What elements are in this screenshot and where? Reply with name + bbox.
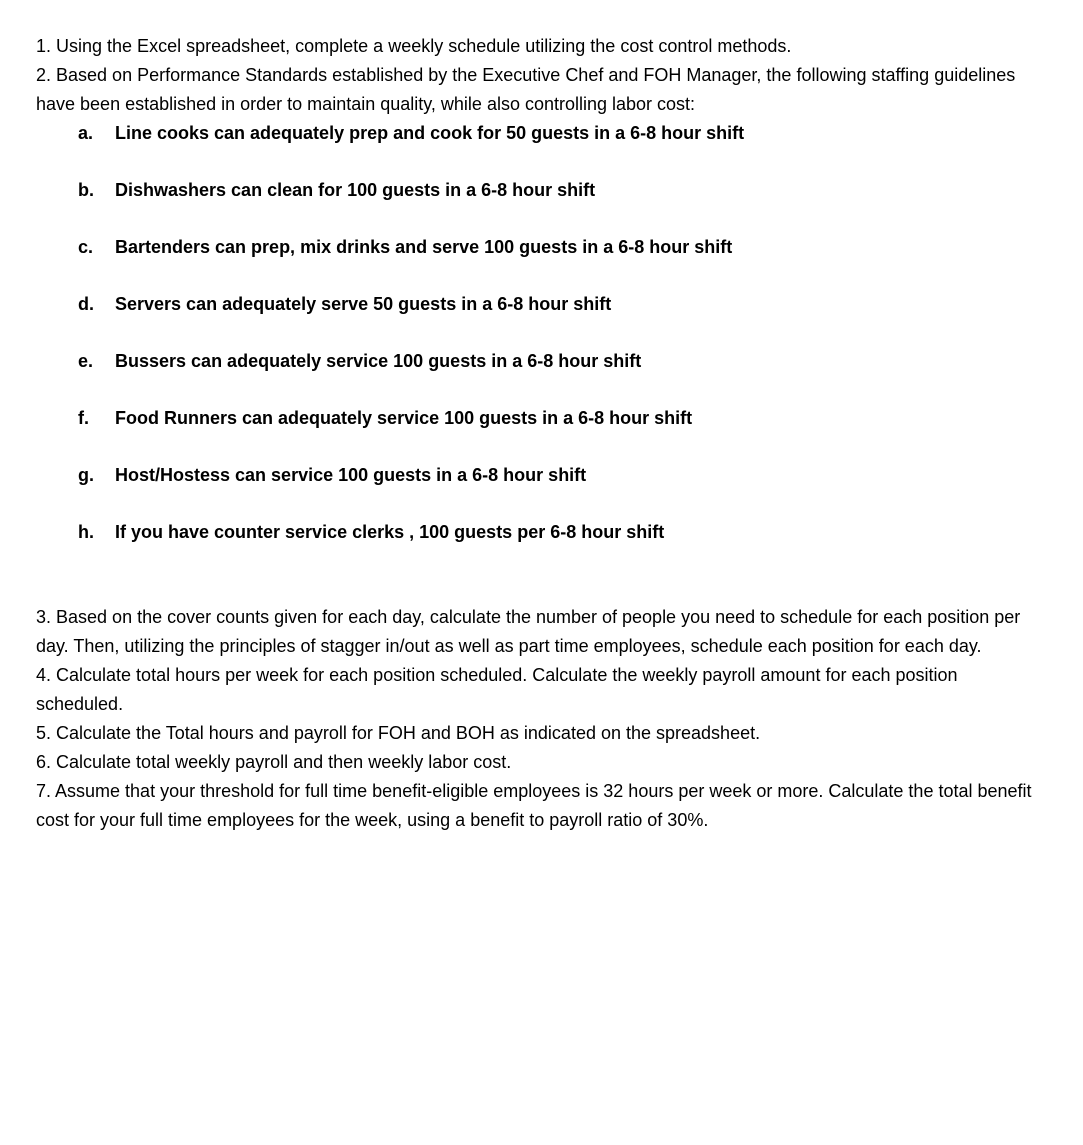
guideline-item-a bbox=[78, 119, 1047, 148]
guideline-text: Line cooks can adequately prep and cook for 50 guests in a 6-8 hour shift bbox=[115, 123, 745, 143]
instruction-6: 6. Calculate total weekly payroll and then weekly labor cost. bbox=[36, 752, 512, 772]
document-page bbox=[36, 32, 1047, 835]
guideline-letter: a. bbox=[78, 123, 94, 143]
instruction-4: 4. Calculate total hours per week for each position scheduled. Calculate the weekly payroll amount for each position scheduled. bbox=[36, 665, 958, 714]
guideline-text: Bussers can adequately service 100 guests in a 6-8 hour shift bbox=[115, 351, 642, 371]
guideline-text: Bartenders can prep, mix drinks and serve 100 guests in a 6-8 hour shift bbox=[115, 237, 733, 257]
guideline-item-b bbox=[78, 176, 1047, 205]
instruction-1: 1. Using the Excel spreadsheet, complete a weekly schedule utilizing the cost control methods. bbox=[36, 36, 792, 56]
guideline-letter: b. bbox=[78, 180, 94, 200]
guideline-item-g bbox=[78, 461, 1047, 490]
instruction-3: 3. Based on the cover counts given for each day, calculate the number of people you need to schedule for each position per day. Then, utilizing the principles of stagger in/out as well as part time employees, schedule each position for each day. bbox=[36, 607, 1021, 656]
guideline-letter: f. bbox=[78, 408, 89, 428]
guideline-text: If you have counter service clerks , 100 guests per 6-8 hour shift bbox=[115, 522, 665, 542]
guideline-item-h bbox=[78, 518, 1047, 547]
guideline-text: Host/Hostess can service 100 guests in a 6-8 hour shift bbox=[115, 465, 587, 485]
guideline-letter: c. bbox=[78, 237, 94, 257]
guideline-letter: g. bbox=[78, 465, 94, 485]
guideline-letter: e. bbox=[78, 351, 94, 371]
instruction-5: 5. Calculate the Total hours and payroll for FOH and BOH as indicated on the spreadsheet. bbox=[36, 723, 761, 743]
instruction-7: 7. Assume that your threshold for full time benefit-eligible employees is 32 hours per week or more. Calculate the total benefit cost for your full time employees for the week, using a benefit to payroll ratio of 30%. bbox=[36, 781, 1032, 830]
guideline-item-e bbox=[78, 347, 1047, 376]
guideline-letter: h. bbox=[78, 522, 94, 542]
guideline-text: Food Runners can adequately service 100 guests in a 6-8 hour shift bbox=[115, 408, 693, 428]
guideline-letter: d. bbox=[78, 294, 94, 314]
guideline-item-c bbox=[78, 233, 1047, 262]
guideline-item-d bbox=[78, 290, 1047, 319]
guideline-text: Dishwashers can clean for 100 guests in a 6-8 hour shift bbox=[115, 180, 596, 200]
guideline-item-f bbox=[78, 404, 1047, 433]
guideline-text: Servers can adequately serve 50 guests in a 6-8 hour shift bbox=[115, 294, 612, 314]
instruction-2: 2. Based on Performance Standards established by the Executive Chef and FOH Manager, the following staffing guidelines have been established in order to maintain quality, while also controlling labor cost: bbox=[36, 65, 1016, 114]
